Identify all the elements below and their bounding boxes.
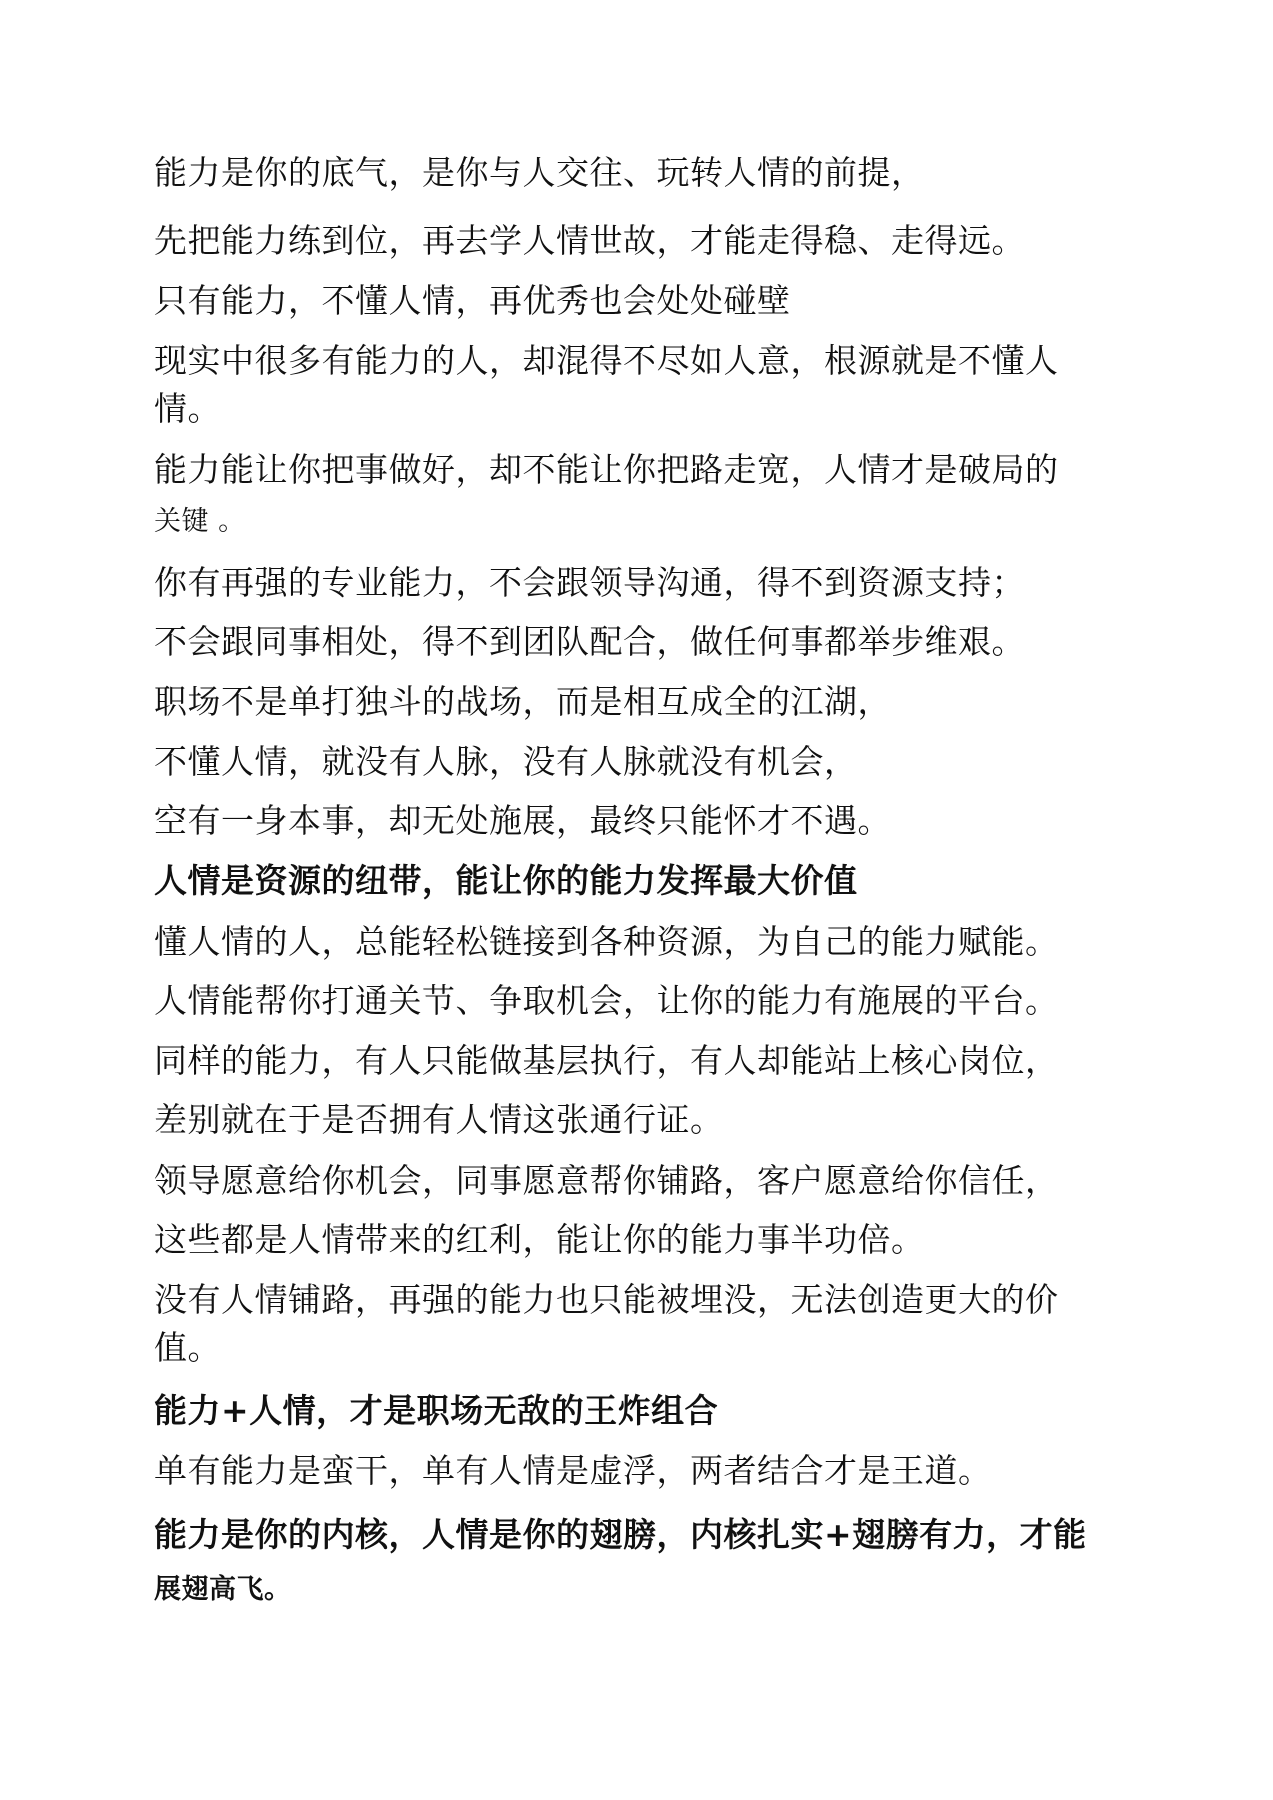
section-heading: 能力+人情，才是职场无敌的王炸组合 — [154, 1391, 719, 1430]
section-heading: 人情是资源的纽带，能让你的能力发挥最大价值 — [154, 861, 858, 900]
text-line: 空有一身本事，却无处施展，最终只能怀才不遇。 — [154, 801, 891, 840]
text-line: 情。 — [154, 389, 221, 428]
text-line: 先把能力练到位，再去学人情世故，才能走得稳、走得远。 — [154, 221, 1025, 260]
text-line: 领导愿意给你机会，同事愿意帮你铺路，客户愿意给你信任， — [154, 1161, 1059, 1200]
text-line: 人情能帮你打通关节、争取机会，让你的能力有施展的平台。 — [154, 981, 1059, 1020]
emphasis-line: 能力是你的内核，人情是你的翅膀，内核扎实+翅膀有力，才能 — [154, 1515, 1087, 1554]
text-line: 能力是你的底气，是你与人交往、玩转人情的前提， — [154, 153, 925, 192]
text-line: 同样的能力，有人只能做基层执行，有人却能站上核心岗位， — [154, 1041, 1059, 1080]
text-line: 差别就在于是否拥有人情这张通行证。 — [154, 1100, 724, 1139]
text-line: 只有能力，不懂人情，再优秀也会处处碰壁 — [154, 281, 791, 320]
text-line: 能力能让你把事做好，却不能让你把路走宽，人情才是破局的 — [154, 450, 1059, 489]
text-line: 单有能力是蛮干，单有人情是虚浮，两者结合才是王道。 — [154, 1451, 992, 1490]
text-line: 关键 。 — [154, 506, 246, 537]
text-line: 没有人情铺路，再强的能力也只能被埋没，无法创造更大的价 — [154, 1280, 1059, 1319]
text-line: 这些都是人情带来的红利，能让你的能力事半功倍。 — [154, 1220, 925, 1259]
text-line: 不会跟同事相处，得不到团队配合，做任何事都举步维艰。 — [154, 622, 1025, 661]
text-line: 你有再强的专业能力，不会跟领导沟通，得不到资源支持； — [154, 563, 1025, 602]
text-line: 职场不是单打独斗的战场，而是相互成全的江湖， — [154, 682, 891, 721]
emphasis-line: 展翅高飞。 — [154, 1574, 292, 1605]
text-line: 值。 — [154, 1328, 221, 1367]
text-line: 不懂人情，就没有人脉，没有人脉就没有机会， — [154, 742, 858, 781]
text-line: 懂人情的人，总能轻松链接到各种资源，为自己的能力赋能。 — [154, 922, 1059, 961]
text-line: 现实中很多有能力的人，却混得不尽如人意，根源就是不懂人 — [154, 341, 1059, 380]
